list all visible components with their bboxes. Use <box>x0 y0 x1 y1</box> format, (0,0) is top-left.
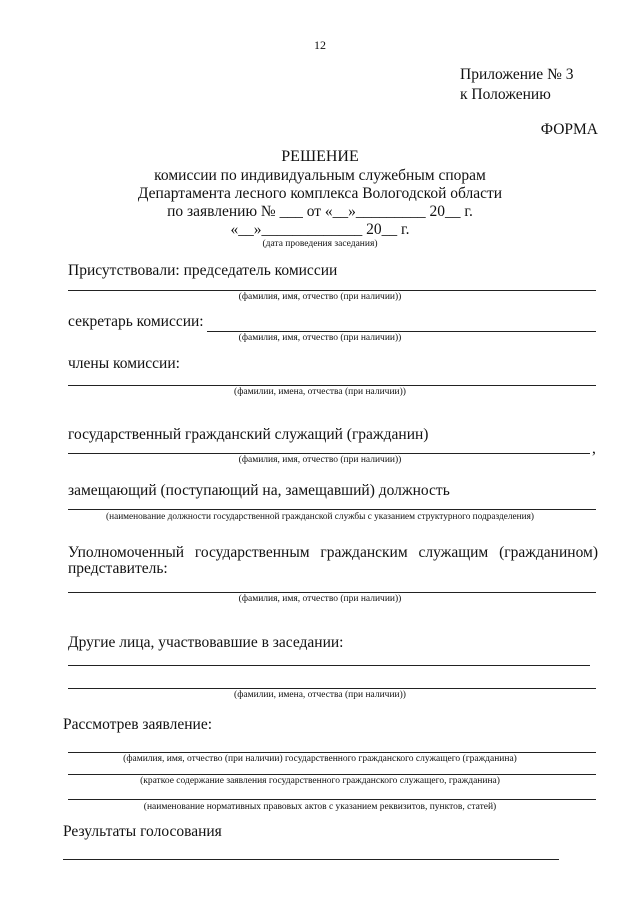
servant-label: государственный гражданский служащий (гражданин) <box>68 426 429 443</box>
secretary-label: секретарь комиссии: <box>68 313 204 330</box>
voting-label: Результаты голосования <box>63 823 222 840</box>
acts-caption: (наименование нормативных правовых актов с указанием реквизитов, пунктов, статей) <box>143 802 497 812</box>
acts-line <box>68 799 596 800</box>
considered-label: Рассмотрев заявление: <box>63 716 213 733</box>
position-caption: (наименование должности государственной гражданской службы с указанием структурного подразделения) <box>106 512 534 522</box>
rep-word-2: государственным <box>194 544 310 561</box>
members-label: члены комиссии: <box>68 355 180 372</box>
voting-line <box>63 859 559 860</box>
title-line-2: Департамента лесного комплекса Вологодской области <box>137 185 503 202</box>
representative-caption: (фамилия, имя, отчество (при наличии)) <box>238 594 402 604</box>
servant-fio-caption: (фамилия, имя, отчество (при наличии) государственного гражданского служащего (гражданина) <box>123 754 517 764</box>
summary-caption: (краткое содержание заявления государственного гражданского служащего, гражданина) <box>140 776 500 786</box>
position-label: замещающий (поступающий на, замещавший) должность <box>68 482 450 499</box>
chairman-caption: (фамилия, имя, отчество (при наличии)) <box>238 292 402 302</box>
others-line-1 <box>68 665 590 666</box>
representative-line-2: представитель: <box>68 560 168 577</box>
date-caption: (дата проведения заседания) <box>262 239 378 249</box>
summary-line <box>68 774 596 775</box>
form-label: ФОРМА <box>540 121 598 138</box>
rep-word-1: Уполномоченный <box>68 544 185 561</box>
servant-caption: (фамилия, имя, отчество (при наличии)) <box>238 455 402 465</box>
rep-word-4: служащим <box>418 544 489 561</box>
chairman-line <box>68 290 596 291</box>
title-line-3: по заявлению № ___ от «__»_________ 20__ г. <box>167 203 473 220</box>
servant-fio-line <box>68 752 596 753</box>
title-line-1: комиссии по индивидуальным служебным спорам <box>154 167 486 184</box>
servant-comma: , <box>592 440 596 457</box>
secretary-caption: (фамилия, имя, отчество (при наличии)) <box>238 333 402 343</box>
others-label: Другие лица, участвовавшие в заседании: <box>68 634 344 651</box>
others-caption: (фамилии, имена, отчества (при наличии)) <box>234 690 406 700</box>
annex-line-2: к Положению <box>460 86 551 103</box>
representative-line <box>68 592 596 593</box>
others-line-2 <box>68 688 596 689</box>
members-caption: (фамилии, имена, отчества (при наличии)) <box>234 387 406 397</box>
position-line <box>68 509 596 510</box>
title-line-4: «__»_____________ 20__ г. <box>230 221 410 238</box>
document-title: РЕШЕНИЕ <box>281 148 359 165</box>
page-number: 12 <box>314 38 326 52</box>
members-line <box>68 385 596 386</box>
present-label: Присутствовали: председатель комиссии <box>68 262 338 279</box>
secretary-line <box>207 331 596 332</box>
rep-word-5: (гражданином) <box>499 544 598 561</box>
servant-line <box>68 453 590 454</box>
rep-word-3: гражданским <box>320 544 408 561</box>
annex-line-1: Приложение № 3 <box>460 66 574 83</box>
